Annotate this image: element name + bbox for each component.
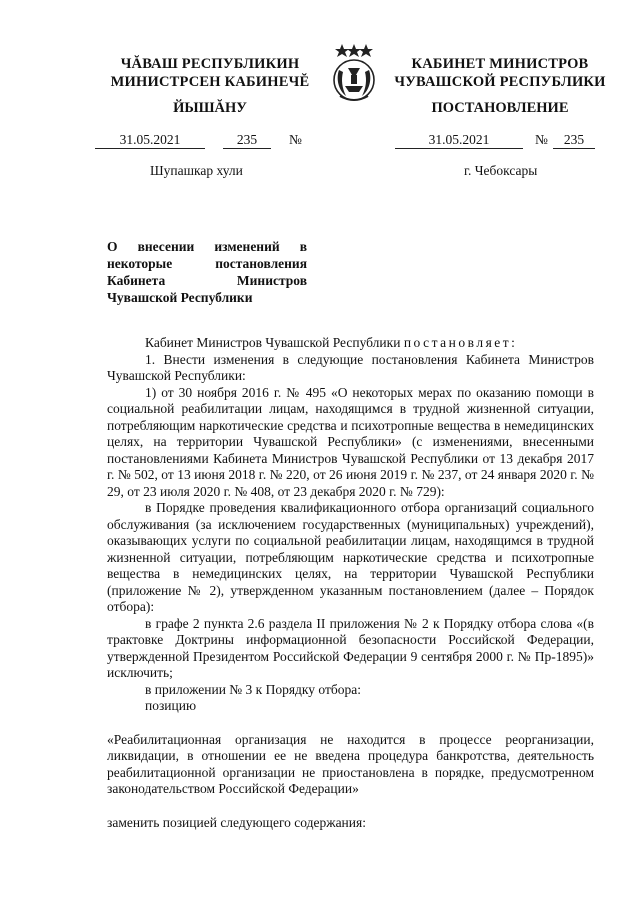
decree-intro: Кабинет Министров Чувашской Республики bbox=[145, 335, 401, 350]
city-right: г. Чебоксары bbox=[464, 163, 538, 178]
spacer bbox=[107, 715, 594, 732]
header-left-line1: ЧĂВАШ РЕСПУБЛИКИН bbox=[120, 56, 300, 72]
quoted-position: «Реабилитационная организация не находится в процессе реорганизации, ликвидации, в отношении ее не введена процедура банкротства, деятельность реабилитационной организации не приостановлена в порядке, предусмотренном законодательством Российской Федерации» bbox=[107, 731, 594, 796]
left-date-line bbox=[95, 132, 310, 148]
header-right-org bbox=[385, 55, 615, 91]
document-subject: О внесении изменений в некоторые постановления Кабинета Министров Чувашской Республики bbox=[107, 239, 307, 305]
document-body bbox=[107, 335, 594, 831]
header-left-line2: МИНИСТРСЕН КАБИНЕЧĔ bbox=[110, 74, 310, 90]
header-left-doc-type: ЙЫШĂНУ bbox=[173, 100, 247, 116]
paragraph-1: 1. Внести изменения в следующие постановления Кабинета Министров Чувашской Республики: bbox=[107, 351, 594, 383]
header-right-line1: КАБИНЕТ МИНИСТРОВ bbox=[411, 56, 589, 72]
right-number-label: № bbox=[535, 132, 548, 147]
header-right-line2: ЧУВАШСКОЙ РЕСПУБЛИКИ bbox=[394, 74, 606, 90]
paragraph-replace: заменить позицией следующего содержания: bbox=[107, 814, 366, 830]
right-date: 31.05.2021 bbox=[395, 132, 523, 149]
left-number: 235 bbox=[223, 132, 271, 149]
paragraph-4: в графе 2 пункта 2.6 раздела II приложения № 2 к Порядку отбора слова «(в трактовке Доктрины информационной безопасности Российской Федерации, утвержденной Президентом Российской Федерации 9 сентября 2000 г. № Пр-1895)» исключить; bbox=[107, 615, 594, 680]
paragraph-6: позицию bbox=[145, 698, 197, 713]
left-date: 31.05.2021 bbox=[95, 132, 205, 149]
header-left-org bbox=[100, 55, 320, 91]
paragraph-3: в Порядке проведения квалификационного отбора организаций социального обслуживания (за исключением государственных (муниципальных) учреждений), оказывающих услуги по социальной реабилитации лицам, находящимся в трудной жизненной ситуации, потребляющим наркотические средства и психотропные вещества в немедицинских целях, на территории Чувашской Республики (приложение № 2), утвержденном указанным постановлением (далее – Порядок отбора): bbox=[107, 500, 594, 614]
city-left: Шупашкар хули bbox=[150, 163, 243, 178]
right-date-line bbox=[395, 132, 600, 148]
decree-word: постановляет: bbox=[403, 335, 518, 350]
header-right-doc-type: ПОСТАНОВЛЕНИЕ bbox=[431, 100, 569, 116]
paragraph-2: 1) от 30 ноября 2016 г. № 495 «О некоторых мерах по оказанию помощи в социальной реабилитации лицам, находящимся в трудной жизненной ситуации, потребляющим наркотические средства и психотропные вещества в немедицинских целях, на территории Чувашской Республики» (с изменениями, внесенными постановлениями Кабинета Министров Чувашской Республики от 13 декабря 2017 г. № 502, от 13 июня 2018 г. № 220, от 26 июня 2019 г. № 237, от 24 января 2020 г. № 29, от 23 июля 2020 г. № 408, от 23 декабря 2020 г. № 729): bbox=[107, 384, 594, 499]
paragraph-5: в приложении № 3 к Порядку отбора: bbox=[145, 681, 362, 697]
chuvash-emblem-icon bbox=[326, 42, 382, 104]
spacer bbox=[107, 798, 594, 815]
right-number: 235 bbox=[553, 132, 595, 149]
decree-intro-paragraph bbox=[107, 335, 594, 352]
left-number-label: № bbox=[289, 132, 302, 147]
